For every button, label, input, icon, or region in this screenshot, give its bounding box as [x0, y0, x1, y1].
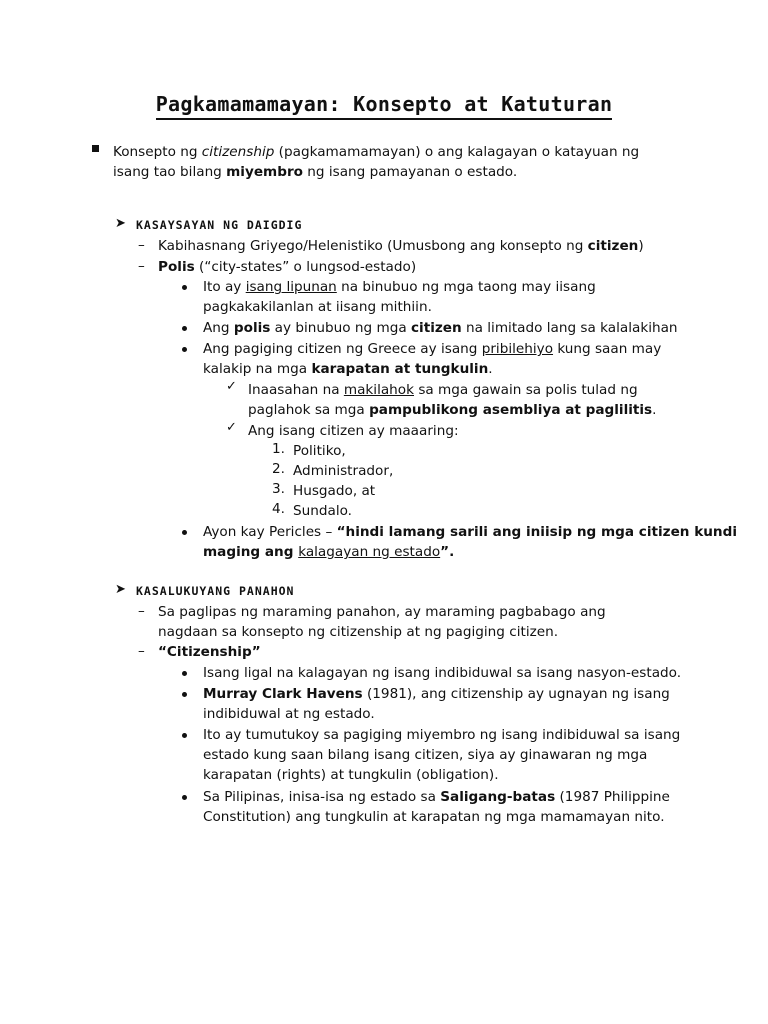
page-title: Pagkamamamayan: Konsepto at Katuturan	[0, 92, 768, 116]
list-item-continued: estado kung saan bilang isang citizen, siya ay ginawaran ng mga	[203, 747, 648, 763]
arrow-bullet-icon: ➤	[115, 216, 126, 231]
list-item: Sa paglipas ng maraming panahon, ay maraming pagbabago ang	[158, 604, 606, 620]
list-item: Ang polis ay binubuo ng mga citizen na limitado lang sa kalalakihan	[203, 320, 678, 336]
checkmark-icon: ✓	[226, 420, 237, 435]
dash-bullet-icon: –	[138, 237, 145, 253]
list-number: 1.	[272, 441, 285, 457]
section-heading-kasaysayan: KASAYSAYAN NG DAIGDIG	[136, 218, 303, 232]
intro-line-1: Konsepto ng citizenship (pagkamamamayan) o ang kalagayan o katayuan ng	[113, 144, 640, 160]
list-item-continued: kalakip na mga karapatan at tungkulin.	[203, 361, 493, 377]
square-bullet-icon	[92, 145, 99, 152]
bullet-dot-icon	[182, 285, 187, 290]
list-item-continued: indibiduwal at ng estado.	[203, 706, 375, 722]
numbered-item: Sundalo.	[293, 503, 352, 519]
list-item: Isang ligal na kalagayan ng isang indibiduwal sa isang nasyon-estado.	[203, 665, 682, 681]
bullet-dot-icon	[182, 671, 187, 676]
list-item-continued: nagdaan sa konsepto ng citizenship at ng pagiging citizen.	[158, 624, 559, 640]
list-number: 4.	[272, 501, 285, 517]
intro-line-2: isang tao bilang miyembro ng isang pamayanan o estado.	[113, 164, 518, 180]
numbered-item: Administrador,	[293, 463, 394, 479]
section-heading-kasalukuyan: KASALUKUYANG PANAHON	[136, 584, 295, 598]
list-item: Ang isang citizen ay maaaring:	[248, 423, 459, 439]
list-item-continued: paglahok sa mga pampublikong asembliya at paglilitis.	[248, 402, 657, 418]
list-number: 3.	[272, 481, 285, 497]
list-item: “Citizenship”	[158, 644, 261, 660]
list-item: Inaasahan na makilahok sa mga gawain sa polis tulad ng	[248, 382, 638, 398]
list-item: Ang pagiging citizen ng Greece ay isang pribilehiyo kung saan may	[203, 341, 662, 357]
list-item: Kabihasnang Griyego/Helenistiko (Umusbong ang konsepto ng citizen)	[158, 238, 644, 254]
dash-bullet-icon: –	[138, 603, 145, 619]
numbered-item: Husgado, at	[293, 483, 376, 499]
numbered-item: Politiko,	[293, 443, 346, 459]
bullet-dot-icon	[182, 326, 187, 331]
list-item-continued: Constitution) ang tungkulin at karapatan ng mga mamamayan nito.	[203, 809, 665, 825]
dash-bullet-icon: –	[138, 258, 145, 274]
bullet-dot-icon	[182, 733, 187, 738]
checkmark-icon: ✓	[226, 379, 237, 394]
list-item: Ayon kay Pericles – “hindi lamang sarili ang iniisip ng mga citizen kundi	[203, 524, 737, 540]
bullet-dot-icon	[182, 530, 187, 535]
list-item: Ito ay tumutukoy sa pagiging miyembro ng isang indibiduwal sa isang	[203, 727, 681, 743]
list-item-continued: karapatan (rights) at tungkulin (obligation).	[203, 767, 499, 783]
list-item-continued: pagkakakilanlan at iisang mithiin.	[203, 299, 432, 315]
dash-bullet-icon: –	[138, 643, 145, 659]
list-item: Sa Pilipinas, inisa-isa ng estado sa Saligang-batas (1987 Philippine	[203, 789, 670, 805]
list-number: 2.	[272, 461, 285, 477]
list-item: Murray Clark Havens (1981), ang citizenship ay ugnayan ng isang	[203, 686, 670, 702]
arrow-bullet-icon: ➤	[115, 582, 126, 597]
bullet-dot-icon	[182, 347, 187, 352]
list-item: Polis (“city-states” o lungsod-estado)	[158, 259, 417, 275]
list-item: Ito ay isang lipunan na binubuo ng mga taong may iisang	[203, 279, 596, 295]
bullet-dot-icon	[182, 692, 187, 697]
list-item-continued: maging ang kalagayan ng estado”.	[203, 544, 455, 560]
bullet-dot-icon	[182, 795, 187, 800]
